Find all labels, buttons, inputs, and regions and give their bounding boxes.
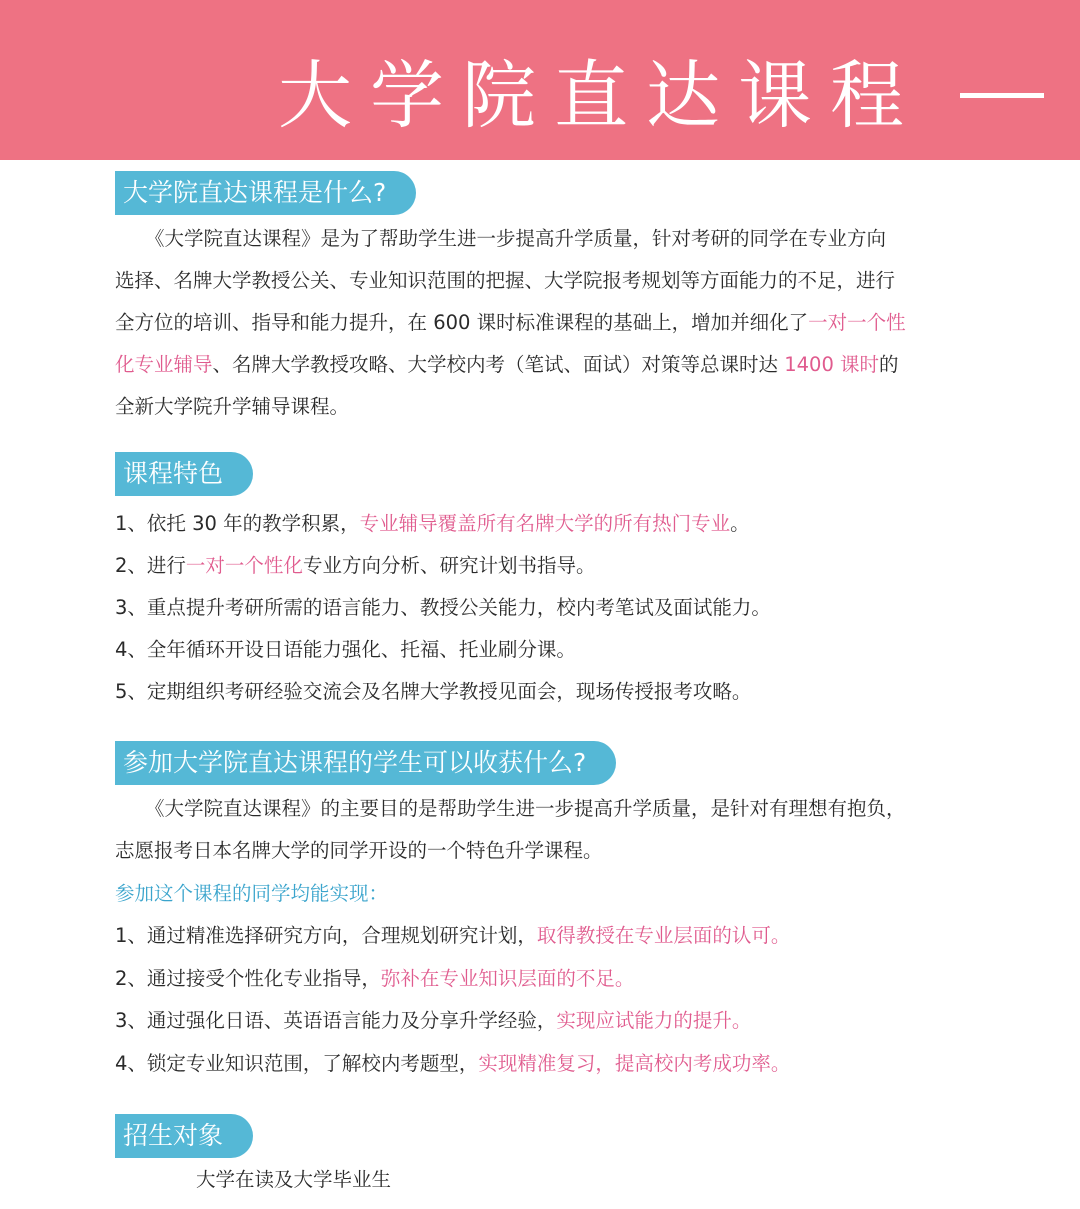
highlight-text: 化专业辅导 bbox=[115, 353, 213, 376]
list-item bbox=[115, 593, 771, 623]
highlight-text: 一对一个性 bbox=[808, 311, 906, 334]
list-item bbox=[115, 1049, 790, 1079]
item-text: 5、定期组织考研经验交流会及名牌大学教授见面会，现场传授报考攻略。 bbox=[115, 680, 752, 703]
item-text: 1、通过精准选择研究方向，合理规划研究计划， bbox=[115, 924, 537, 947]
section-heading-target: 招生对象 bbox=[115, 1114, 253, 1158]
para-text: 选择、名牌大学教授公关、专业知识范围的把握、大学院报考规划等方面能力的不足，进行 bbox=[115, 269, 896, 292]
para-line bbox=[115, 386, 970, 428]
highlight-text: 弥补在专业知识层面的不足。 bbox=[380, 967, 635, 990]
item-text: 3、重点提升考研所需的语言能力、教授公关能力，校内考笔试及面试能力。 bbox=[115, 596, 771, 619]
list-item bbox=[115, 677, 751, 707]
highlight-text: 实现应试能力的提升。 bbox=[556, 1009, 752, 1032]
section-what-is-body bbox=[115, 218, 970, 428]
banner-title: 大学院直达课程 bbox=[278, 53, 922, 139]
para-line bbox=[115, 260, 970, 302]
item-text: 2、进行 bbox=[115, 554, 186, 577]
para-text: 的 bbox=[879, 353, 899, 376]
section-benefits-body bbox=[115, 788, 970, 872]
section-heading-what-is: 大学院直达课程是什么? bbox=[115, 171, 416, 215]
para-line bbox=[115, 830, 970, 872]
item-text: 4、全年循环开设日语能力强化、托福、托业刷分课。 bbox=[115, 638, 576, 661]
para-text: 《大学院直达课程》是为了帮助学生进一步提高升学质量，针对考研的同学在专业方向 bbox=[145, 227, 887, 250]
target-audience-text: 大学在读及大学毕业生 bbox=[196, 1168, 392, 1191]
highlight-text: 1400 课时 bbox=[784, 353, 880, 376]
list-item bbox=[115, 551, 595, 581]
banner-dash-decoration bbox=[960, 93, 1044, 98]
header-banner bbox=[0, 0, 1080, 160]
section-heading-benefits: 参加大学院直达课程的学生可以收获什么? bbox=[115, 741, 616, 785]
para-line bbox=[115, 788, 970, 830]
para-text: 全方位的培训、指导和能力提升，在 600 课时标准课程的基础上，增加并细化了 bbox=[115, 311, 809, 334]
benefits-subheading: 参加这个课程的同学均能实现： bbox=[115, 882, 389, 905]
para-line bbox=[115, 302, 970, 344]
para-line bbox=[115, 218, 970, 260]
para-text: 志愿报考日本名牌大学的同学开设的一个特色升学课程。 bbox=[115, 839, 603, 862]
item-text: 2、通过接受个性化专业指导， bbox=[115, 967, 381, 990]
item-text: 4、锁定专业知识范围，了解校内考题型， bbox=[115, 1052, 479, 1075]
section-heading-features: 课程特色 bbox=[115, 452, 253, 496]
para-text: 全新大学院升学辅导课程。 bbox=[115, 395, 350, 418]
para-text: 《大学院直达课程》的主要目的是帮助学生进一步提高升学质量，是针对有理想有抱负， bbox=[145, 797, 906, 820]
para-line bbox=[115, 344, 970, 386]
highlight-text: 取得教授在专业层面的认可。 bbox=[536, 924, 791, 947]
item-text: 专业方向分析、研究计划书指导。 bbox=[302, 554, 596, 577]
item-text: 3、通过强化日语、英语语言能力及分享升学经验， bbox=[115, 1009, 557, 1032]
item-text: 。 bbox=[730, 512, 750, 535]
item-text: 1、依托 30 年的教学积累， bbox=[115, 512, 360, 535]
list-item bbox=[115, 635, 576, 665]
list-item bbox=[115, 1006, 751, 1036]
list-item bbox=[115, 509, 750, 539]
highlight-text: 实现精准复习，提高校内考成功率。 bbox=[478, 1052, 791, 1075]
list-item bbox=[115, 964, 634, 994]
para-text: 、名牌大学教授攻略、大学校内考（笔试、面试）对策等总课时达 bbox=[212, 353, 785, 376]
list-item bbox=[115, 921, 790, 951]
highlight-text: 专业辅导覆盖所有名牌大学的所有热门专业 bbox=[359, 512, 731, 535]
highlight-text: 一对一个性化 bbox=[185, 554, 303, 577]
